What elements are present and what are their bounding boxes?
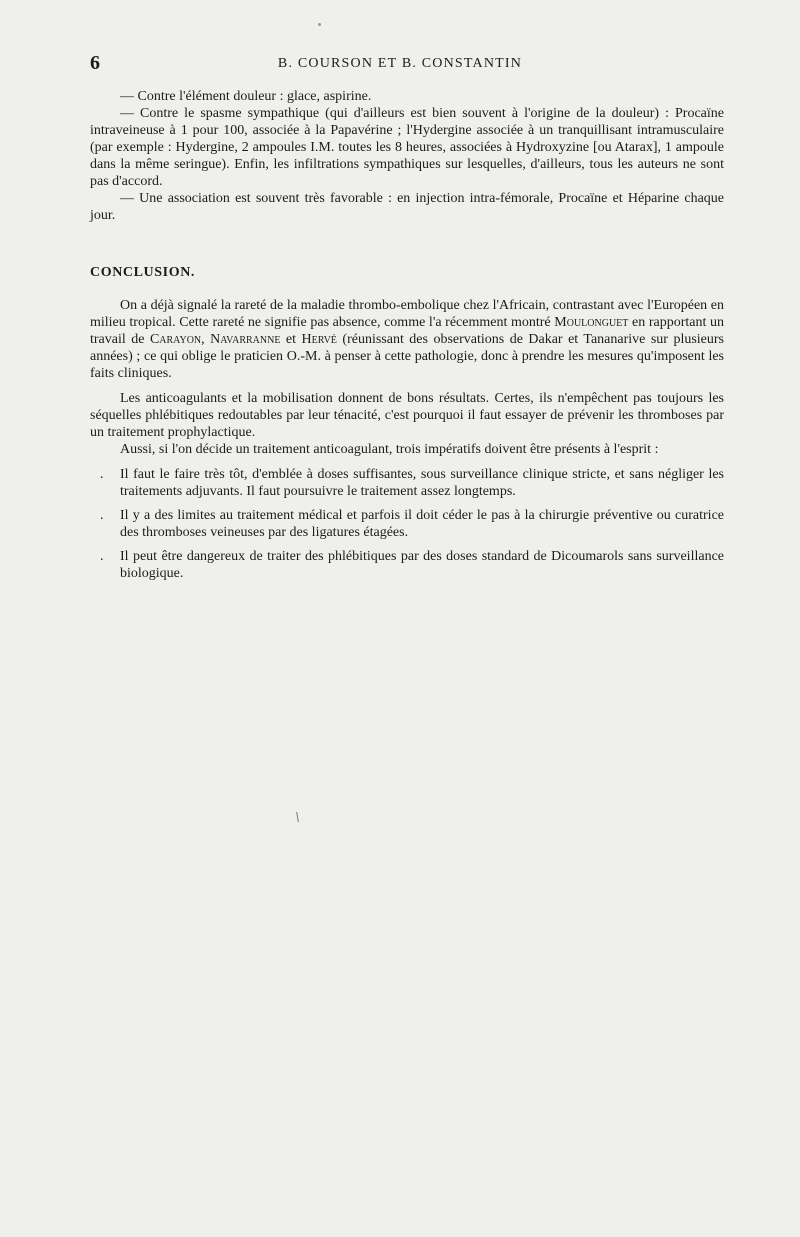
bullet-list — [90, 466, 724, 582]
paragraph: — Contre l'élément douleur : glace, aspirine. — [120, 89, 372, 104]
text-run: et — [280, 332, 302, 347]
list-item — [90, 466, 724, 500]
page-number: 6 — [90, 52, 100, 74]
list-item — [90, 507, 724, 541]
print-speck — [296, 812, 299, 822]
text-run: On a déjà signalé la rareté de la maladie thrombo-embolique chez l'Africain, contrastant avec l'Européen en milieu tropical. Cette rareté ne signifie pas absence, comme l'a récemment montré — [90, 298, 724, 330]
author-name: Hervé — [301, 332, 337, 347]
paragraph: — Une association est souvent très favorable : en injection intra-fémorale, Procaïne et Héparine chaque jour. — [90, 191, 724, 223]
section-heading: CONCLUSION. — [90, 265, 196, 280]
paragraph: — Contre le spasme sympathique (qui d'ailleurs est bien souvent à l'origine de la douleur) : Procaïne intraveineuse à 1 pour 100, associée à la Papavérine ; l'Hydergine associée à un tranquillisant intramusculaire (par exemple : Hydergine, 2 ampoules I.M. toutes les 8 heures, associées à Hydroxyzine [ou Atarax], 1 ampoule dans la même seringue). Enfin, les infiltrations sympathiques sur lesquelles, d'ailleurs, tous les auteurs ne sont pas d'accord. — [90, 106, 724, 189]
bullet-mark: . — [100, 467, 104, 482]
list-item-text: Il y a des limites au traitement médical et parfois il doit céder le pas à la chirurgie préventive ou curatrice des thromboses veineuses par des ligatures étagées. — [120, 508, 724, 540]
author-name: Carayon — [149, 332, 202, 347]
paragraph: Aussi, si l'on décide un traitement anticoagulant, trois impératifs doivent être présents à l'esprit : — [120, 442, 659, 457]
list-item-text: Il faut le faire très tôt, d'emblée à doses suffisantes, sous surveillance clinique stricte, et sans négliger les traitements adjuvants. Il faut poursuivre le traitement assez longtemps. — [120, 467, 724, 499]
body-text — [90, 88, 724, 589]
author-name: Navarranne — [210, 332, 281, 347]
bullet-mark: . — [100, 549, 104, 564]
text-run: en rapportant un travail de — [90, 315, 725, 347]
text-run: (réunissant des observations de Dakar et Tananarive sur plusieurs années) ; ce qui oblige le praticien O.-M. à penser à cette pathologie, donc à prendre les mesures qu'imposent les faits cliniques. — [90, 332, 724, 381]
list-item — [90, 548, 724, 582]
paragraph — [90, 297, 724, 382]
paragraph: Les anticoagulants et la mobilisation donnent de bons résultats. Certes, ils n'empêchent pas toujours les séquelles phlébitiques redoutables par leur ténacité, c'est pourquoi il faut essayer de prévenir les thromboses par un traitement prophylactique. — [90, 391, 724, 440]
bullet-mark: . — [100, 508, 104, 523]
print-speck — [318, 23, 321, 26]
text-run: , — [201, 332, 211, 347]
list-item-text: Il peut être dangereux de traiter des phlébitiques par des doses standard de Dicoumarols sans surveillance biologique. — [120, 549, 724, 581]
running-head: B. COURSON ET B. CONSTANTIN — [277, 56, 523, 71]
author-name: Moulonguet — [554, 315, 629, 330]
